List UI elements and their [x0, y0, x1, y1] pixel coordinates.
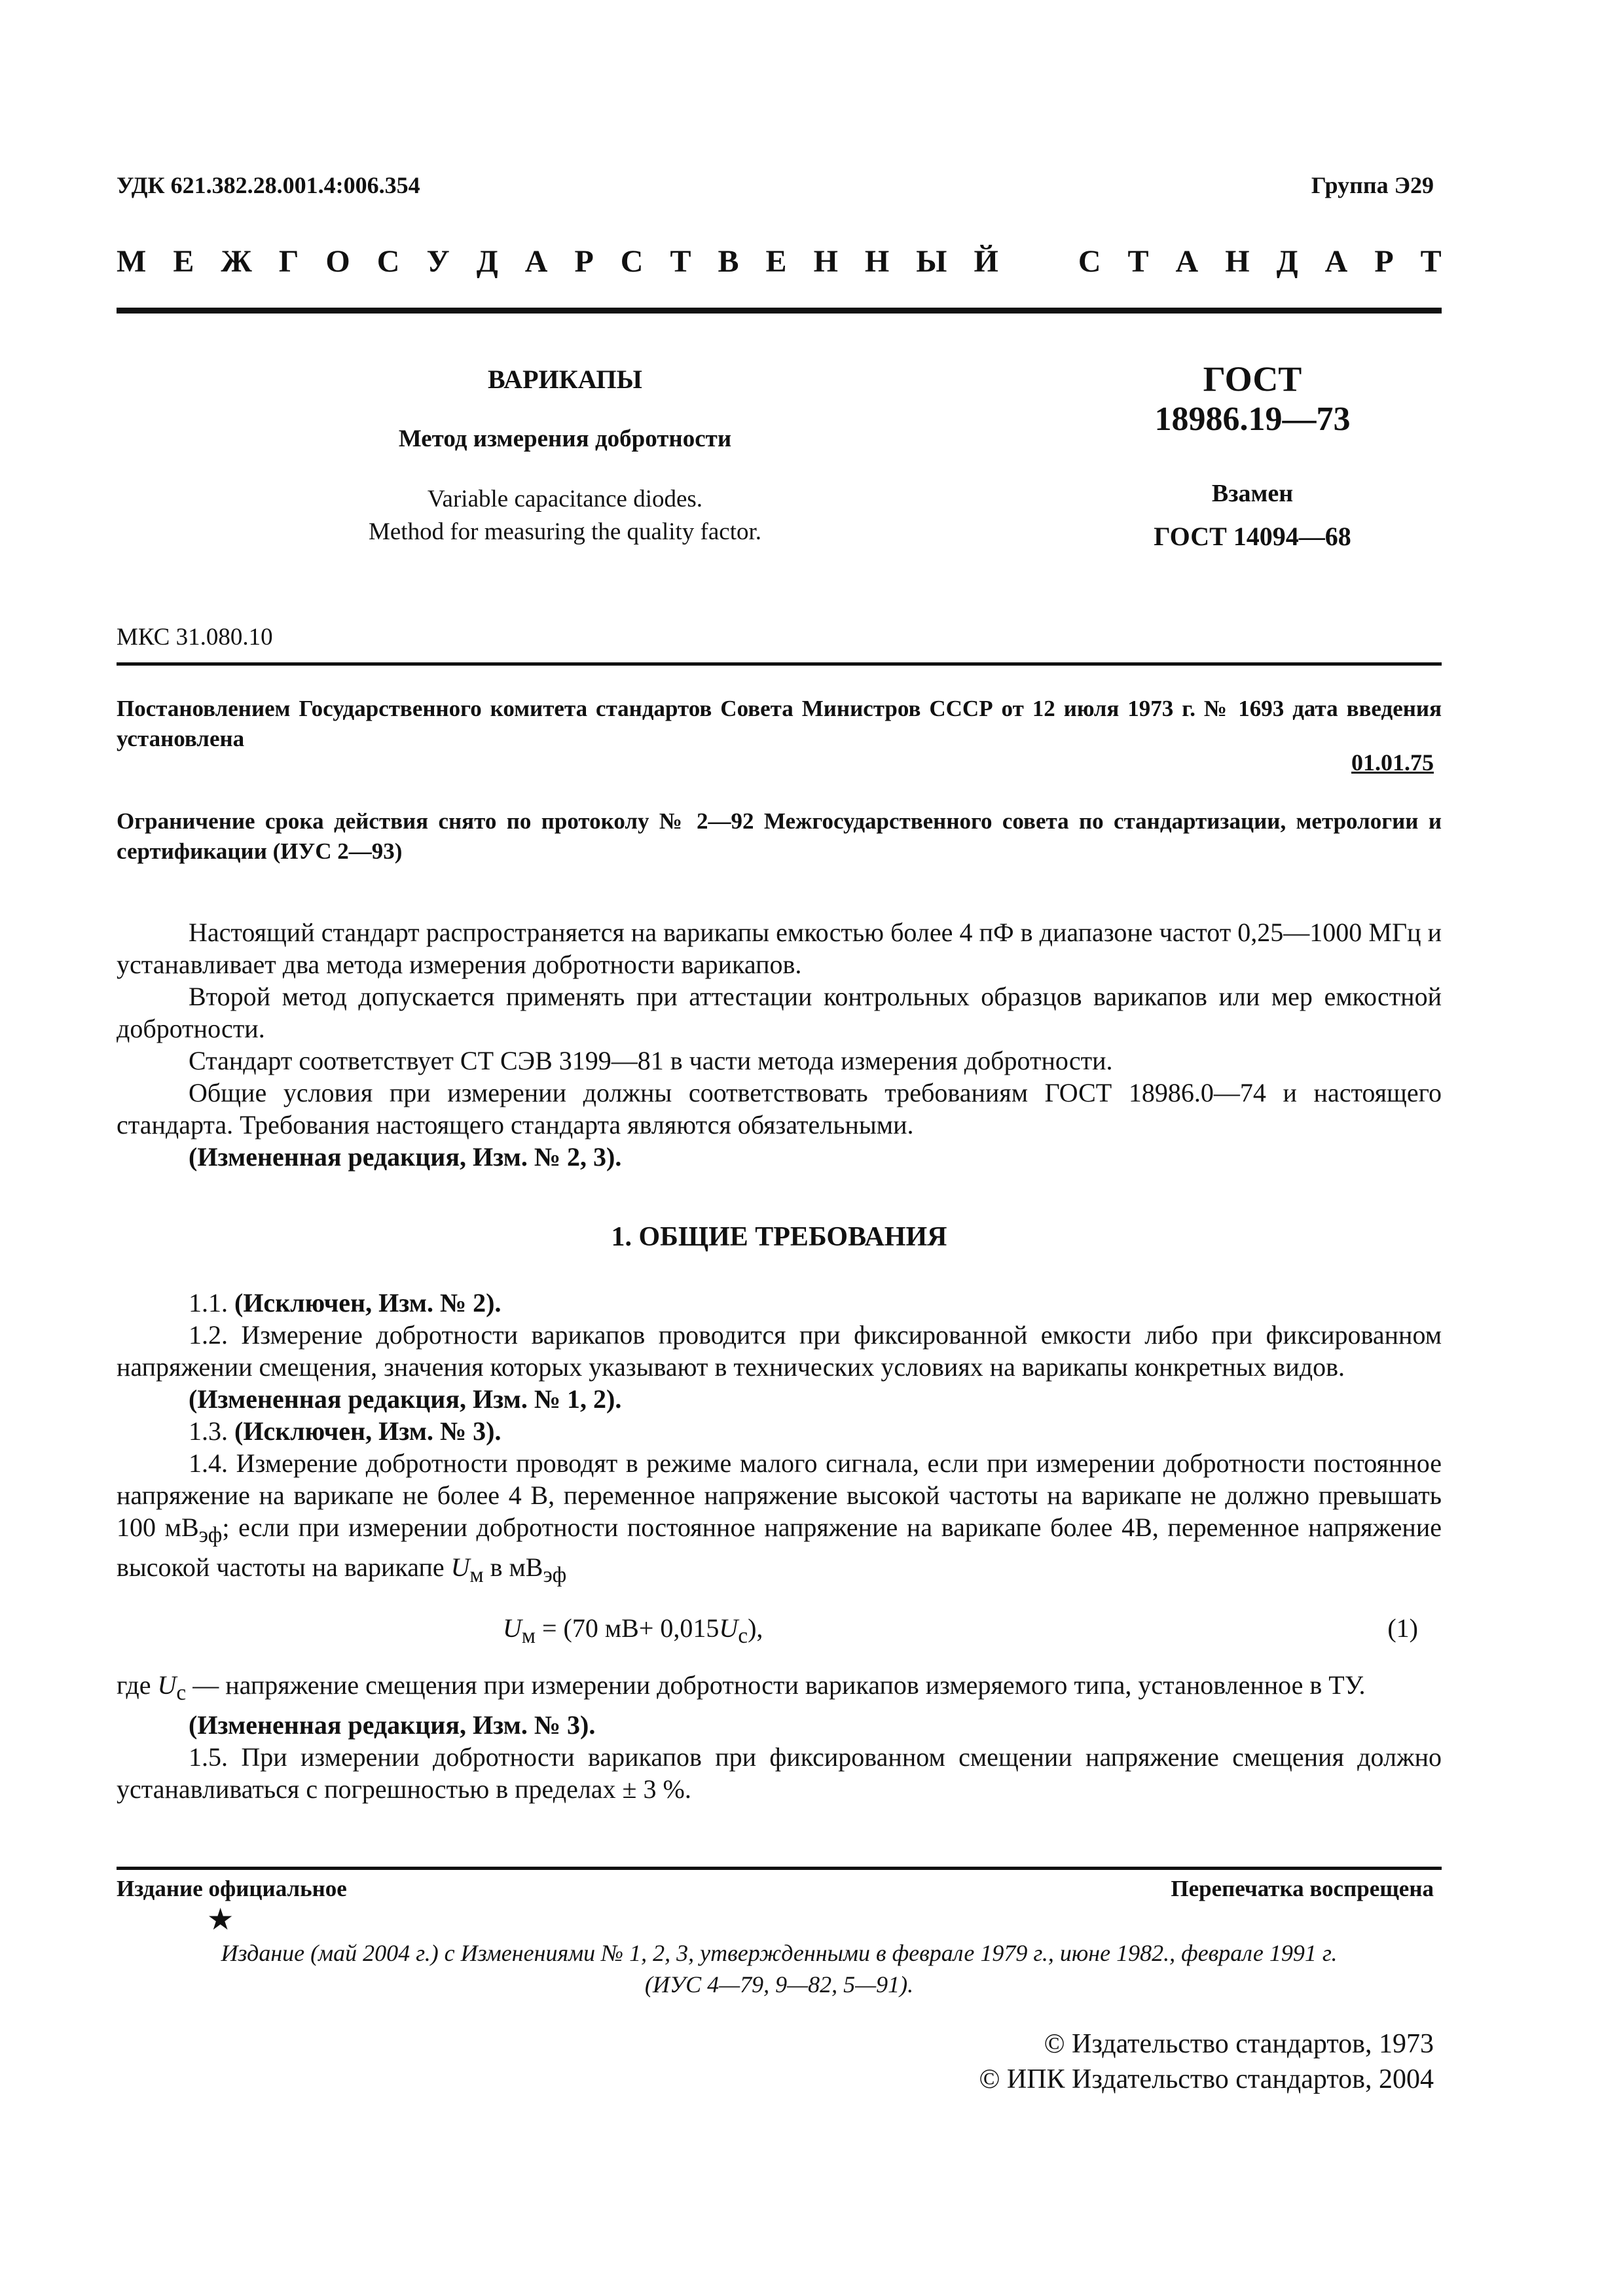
- interstate-letter: О: [325, 244, 350, 279]
- item-1-3-text: (Исключен, Изм. № 3).: [234, 1416, 501, 1446]
- section-1-items: [117, 1287, 1442, 1591]
- english-title-line-2: Method for measuring the quality factor.: [368, 518, 762, 545]
- official-edition-label: Издание официальное: [117, 1876, 347, 1901]
- gost-number: 18986.19—73: [1154, 401, 1351, 438]
- introduction: [117, 916, 1442, 1173]
- star-icon: ★: [207, 1903, 234, 1936]
- english-title: [241, 483, 889, 548]
- intro-paragraph-4: Общие условия при измерении должны соответствовать требованиям ГОСТ 18986.0—74 и настоящего стандарта. Требования настоящего стандарта являются обязательными.: [117, 1078, 1442, 1139]
- interstate-letter: М: [117, 244, 147, 279]
- udk-code: УДК 621.382.28.001.4:006.354: [117, 172, 420, 198]
- item-1-4-text-b: ; если при измерении добротности постоянное напряжение на варикапе более 4В, переменное напряжение высокой частоты на варикапе: [117, 1513, 1442, 1582]
- section-1-title: 1. ОБЩИЕ ТРЕБОВАНИЯ: [611, 1222, 947, 1252]
- item-1-5: [117, 1741, 1442, 1805]
- interstate-word-gap: [1025, 243, 1051, 279]
- interstate-letter: Н: [813, 244, 838, 279]
- item-1-1: [117, 1287, 1442, 1319]
- item-1-4-changed-note: (Измененная редакция, Изм. № 3).: [189, 1710, 596, 1740]
- interstate-letter: А: [524, 244, 548, 279]
- formula-expression: [503, 1613, 763, 1649]
- interstate-letter: Т: [1420, 244, 1442, 279]
- interstate-letter: Р: [1374, 244, 1394, 279]
- interstate-letter: Н: [864, 244, 890, 279]
- mks-code: МКС 31.080.10: [117, 624, 273, 651]
- symbol-u: U: [450, 1552, 470, 1582]
- item-1-5-number: 1.5.: [189, 1742, 228, 1772]
- middle-rule: [117, 662, 1442, 666]
- where-clause: [117, 1669, 1442, 1709]
- document-title: ВАРИКАПЫ: [488, 365, 642, 394]
- item-1-2-number: 1.2.: [189, 1320, 228, 1350]
- interstate-letter: Г: [278, 244, 299, 279]
- intro-paragraph-2: Второй метод допускается применять при аттестации контрольных образцов варикапов или мер емкостной добротности.: [117, 982, 1442, 1043]
- formula-equals: = (70 мВ+ 0,015: [541, 1613, 720, 1643]
- introduction-date: 01.01.75: [1351, 749, 1434, 776]
- intro-changed-note: (Измененная редакция, Изм. № 2, 3).: [189, 1142, 622, 1172]
- section-1-items-continued: [117, 1669, 1442, 1805]
- interstate-letter: Й: [974, 244, 998, 279]
- item-1-2-text: Измерение добротности варикапов проводится при фиксированной емкости либо при фиксированном напряжении смещения, значения которых указывают в технических условиях на варикапы конкретных видов.: [117, 1320, 1442, 1382]
- item-1-2-changed-note: (Измененная редакция, Изм. № 1, 2).: [189, 1384, 622, 1414]
- group-code: Группа Э29: [1311, 172, 1434, 198]
- interstate-letter: А: [1175, 244, 1199, 279]
- item-1-4-number: 1.4.: [189, 1448, 228, 1478]
- formula-number: (1): [1387, 1613, 1418, 1643]
- edition-note-line-1: Издание (май 2004 г.) с Изменениями № 1, 2, 3, утвержденными в феврале 1979 г., июне 1982., феврале 1991 г.: [221, 1940, 1338, 1966]
- replaces-label: Взамен: [1211, 480, 1294, 507]
- interstate-letter: Т: [1127, 244, 1149, 279]
- formula-subscript-c: с: [738, 1624, 748, 1648]
- copyright-1973: © Издательство стандартов, 1973: [1044, 2029, 1434, 2059]
- gost-block: [1105, 359, 1400, 552]
- item-1-5-text: При измерении добротности варикапов при фиксированном смещении напряжение смещения должно устанавливаться с погрешностью в пределах ± 3 %.: [117, 1742, 1442, 1804]
- where-word: где: [117, 1670, 151, 1700]
- interstate-letter: У: [426, 244, 450, 279]
- where-subscript-c: с: [176, 1681, 187, 1705]
- item-1-4-text-c: в мВ: [490, 1552, 543, 1582]
- where-text: — напряжение смещения при измерении добротности варикапов измеряемого типа, установленное в ТУ.: [192, 1670, 1366, 1700]
- item-1-1-text: (Исключен, Изм. № 2).: [234, 1288, 501, 1318]
- interstate-letter: Ж: [221, 244, 252, 279]
- formula-subscript-m: м: [521, 1624, 536, 1648]
- interstate-letter: Ы: [916, 244, 947, 279]
- decree-text: Постановлением Государственного комитета стандартов Совета Министров СССР от 12 июля 1973 г. № 1693 дата введения установлена: [117, 696, 1442, 751]
- no-reprint-label: Перепечатка воспрещена: [1171, 1876, 1434, 1901]
- edition-note-line-2: (ИУС 4—79, 9—82, 5—91).: [644, 1971, 914, 1998]
- interstate-letters: [117, 243, 1442, 279]
- interstate-letter: Н: [1225, 244, 1250, 279]
- item-1-4: [117, 1447, 1442, 1591]
- subscript-eff: эф: [198, 1523, 223, 1547]
- interstate-letter: С: [376, 244, 400, 279]
- edition-note: [117, 1937, 1442, 2000]
- copyright-block: [979, 2026, 1434, 2097]
- subscript-m: м: [469, 1563, 484, 1587]
- english-title-line-1: Variable capacitance diodes.: [427, 486, 703, 512]
- document-page: [117, 0, 1442, 2296]
- item-1-1-number: 1.1.: [189, 1288, 228, 1318]
- interstate-letter: А: [1324, 244, 1348, 279]
- interstate-letter: Е: [765, 244, 787, 279]
- replaces-number: ГОСТ 14094—68: [1154, 522, 1351, 551]
- title-block: [241, 364, 889, 548]
- item-1-3-number: 1.3.: [189, 1416, 228, 1446]
- interstate-letter: В: [718, 244, 739, 279]
- document-subtitle: Метод измерения добротности: [398, 425, 732, 452]
- interstate-letter: Т: [670, 244, 691, 279]
- formula-end: ),: [748, 1613, 763, 1643]
- formula-symbol-u: U: [503, 1613, 522, 1643]
- footer-rule: [117, 1867, 1442, 1870]
- limitation-text: Ограничение срока действия снято по протоколу № 2—92 Межгосударственного совета по стандартизации, метрологии и сертификации (ИУС 2—93): [117, 808, 1442, 864]
- interstate-letter: Д: [1276, 244, 1298, 279]
- interstate-letter: Е: [173, 244, 194, 279]
- formula-symbol-uc: U: [719, 1613, 739, 1643]
- item-1-4-text-a: Измерение добротности проводят в режиме малого сигнала, если при измерении добротности постоянное напряжение на варикапе не более 4 В, переменное напряжение высокой частоты на варикапе не должно превышать 100 мВ: [117, 1448, 1442, 1542]
- item-1-2: [117, 1319, 1442, 1383]
- subscript-eff-2: эф: [543, 1563, 567, 1587]
- interstate-standard-heading: [117, 243, 1442, 279]
- intro-paragraph-3: Стандарт соответствует СТ СЭВ 3199—81 в части метода измерения добротности.: [189, 1046, 1113, 1075]
- item-1-3: [117, 1415, 1442, 1447]
- intro-paragraph-1: Настоящий стандарт распространяется на варикапы емкостью более 4 пФ в диапазоне частот 0,25—1000 МГц и устанавливает два метода измерения добротности варикапов.: [117, 918, 1442, 979]
- copyright-2004: © ИПК Издательство стандартов, 2004: [979, 2064, 1434, 2094]
- top-thick-rule: [117, 308, 1442, 314]
- interstate-letter: С: [620, 244, 644, 279]
- where-symbol-u: U: [157, 1670, 177, 1700]
- interstate-letter: С: [1078, 244, 1101, 279]
- interstate-letter: Д: [476, 244, 498, 279]
- gost-label: ГОСТ: [1203, 359, 1302, 399]
- interstate-letter: Р: [574, 244, 594, 279]
